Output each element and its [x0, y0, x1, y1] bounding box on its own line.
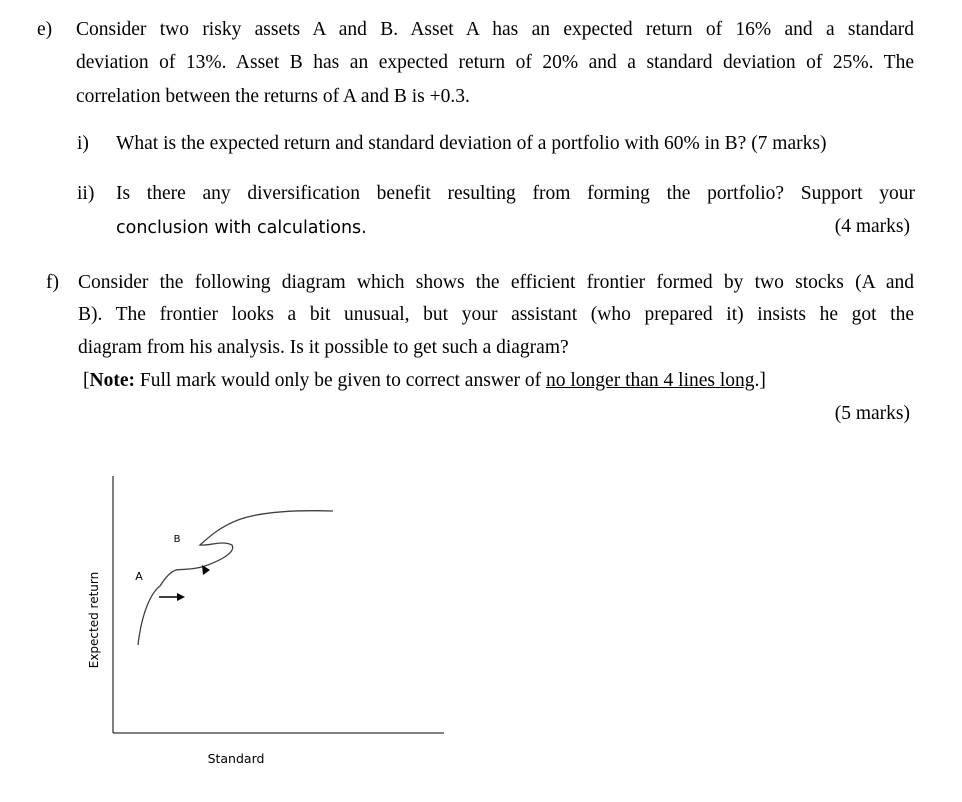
question-e-part-ii-text-line2: conclusion with calculations.: [116, 218, 367, 238]
question-f-marks: (5 marks): [834, 403, 910, 424]
note-close-bracket: .]: [754, 370, 766, 391]
arrow-a-head: [177, 593, 185, 601]
arrow-b-head: [202, 565, 210, 575]
note-text: Full mark would only be given to correct answer of: [134, 370, 547, 391]
note-label: Note:: [89, 370, 135, 391]
y-axis-label: Expected return: [87, 571, 101, 669]
question-e-text-line1: Consider two risky assets A and B. Asset A has an expected return of 16% and a standard: [76, 19, 914, 40]
frontier-curve: [138, 511, 333, 645]
question-e-part-ii-marks: (4 marks): [834, 216, 910, 237]
point-a-label: A: [135, 570, 143, 583]
question-e-part-ii-text-line1: Is there any diversification benefit resulting from forming the portfolio? Support your: [116, 183, 915, 204]
note-open-bracket: [: [83, 370, 90, 391]
question-e-part-i-text: What is the expected return and standard deviation of a portfolio with 60% in B? (7 marks): [116, 133, 827, 154]
note-underlined-text: no longer than 4 lines long: [546, 370, 755, 391]
question-f-label: f): [46, 272, 59, 293]
point-b-label: B: [173, 534, 181, 545]
question-f-text-line2: B). The frontier looks a bit unusual, but your assistant (who prepared it) insists he got the: [78, 304, 914, 325]
question-e-text-line2: deviation of 13%. Asset B has an expected return of 20% and a standard deviation of 25%. The: [76, 52, 914, 73]
question-e-part-ii-label: ii): [77, 183, 95, 204]
question-e-text-line3: correlation between the returns of A and B is +0.3.: [76, 86, 470, 107]
question-e-label: e): [37, 19, 53, 40]
question-f-text-line1: Consider the following diagram which shows the efficient frontier formed by two stocks (A and: [78, 272, 914, 293]
efficient-frontier-diagram: [80, 470, 460, 780]
question-f-text-line3: diagram from his analysis. Is it possible to get such a diagram?: [78, 337, 569, 358]
question-f-note: [83, 369, 766, 393]
question-e-part-i-label: i): [77, 133, 89, 154]
x-axis-label: Standard: [207, 751, 265, 766]
